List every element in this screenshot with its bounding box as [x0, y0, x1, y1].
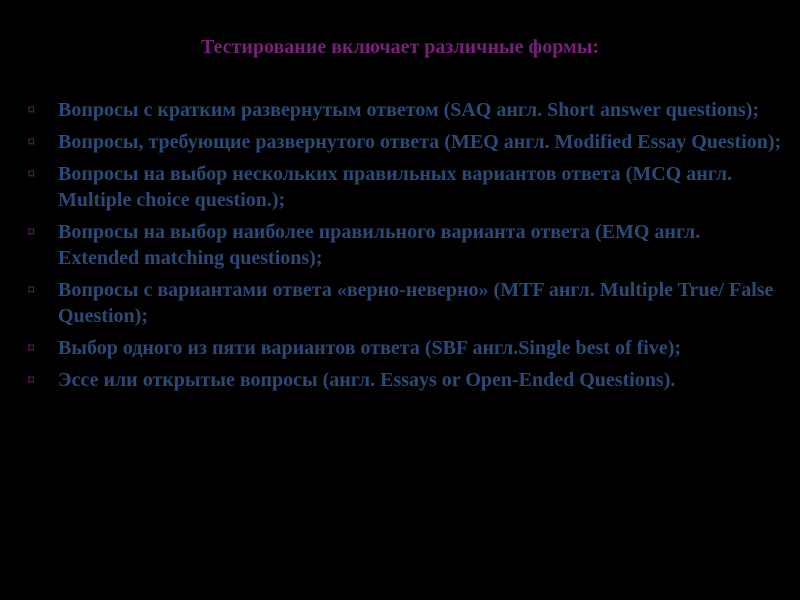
list-item [22, 277, 782, 329]
bullet-icon: ⌑ [28, 373, 35, 387]
bullet-icon: ⌑ [28, 103, 35, 117]
bullet-icon: ⌑ [28, 225, 35, 239]
list-item [22, 161, 782, 213]
bullet-icon: ⌑ [28, 283, 35, 297]
list-item [22, 367, 782, 393]
list-item-text: Вопросы на выбор наиболее правильного варианта ответа (EMQ англ. Extended matching questions); [58, 221, 701, 269]
bullet-icon: ⌑ [28, 167, 35, 181]
list-item-text: Эссе или открытые вопросы (англ. Essays or Open-Ended Questions). [58, 369, 676, 391]
list-item-text: Выбор одного из пяти вариантов ответа (SBF англ.Single best of five); [58, 337, 682, 359]
list-item [22, 97, 782, 123]
bullet-icon: ⌑ [28, 341, 35, 355]
list-item-text: Вопросы с вариантами ответа «верно-неверно» (MTF англ. Multiple True/ False Question); [58, 279, 774, 327]
list-item [22, 219, 782, 271]
bullet-list [22, 97, 782, 399]
list-item [22, 129, 782, 155]
list-item-text: Вопросы на выбор нескольких правильных вариантов ответа (MCQ англ. Multiple choice question.); [58, 163, 733, 211]
list-item-text: Вопросы, требующие развернутого ответа (MEQ англ. Modified Essay Question); [58, 131, 782, 153]
slide-title: Тестирование включает различные формы: [200, 36, 600, 58]
bullet-icon: ⌑ [28, 135, 35, 149]
list-item [22, 335, 782, 361]
list-item-text: Вопросы с кратким развернутым ответом (SAQ англ. Short answer questions); [58, 99, 760, 121]
